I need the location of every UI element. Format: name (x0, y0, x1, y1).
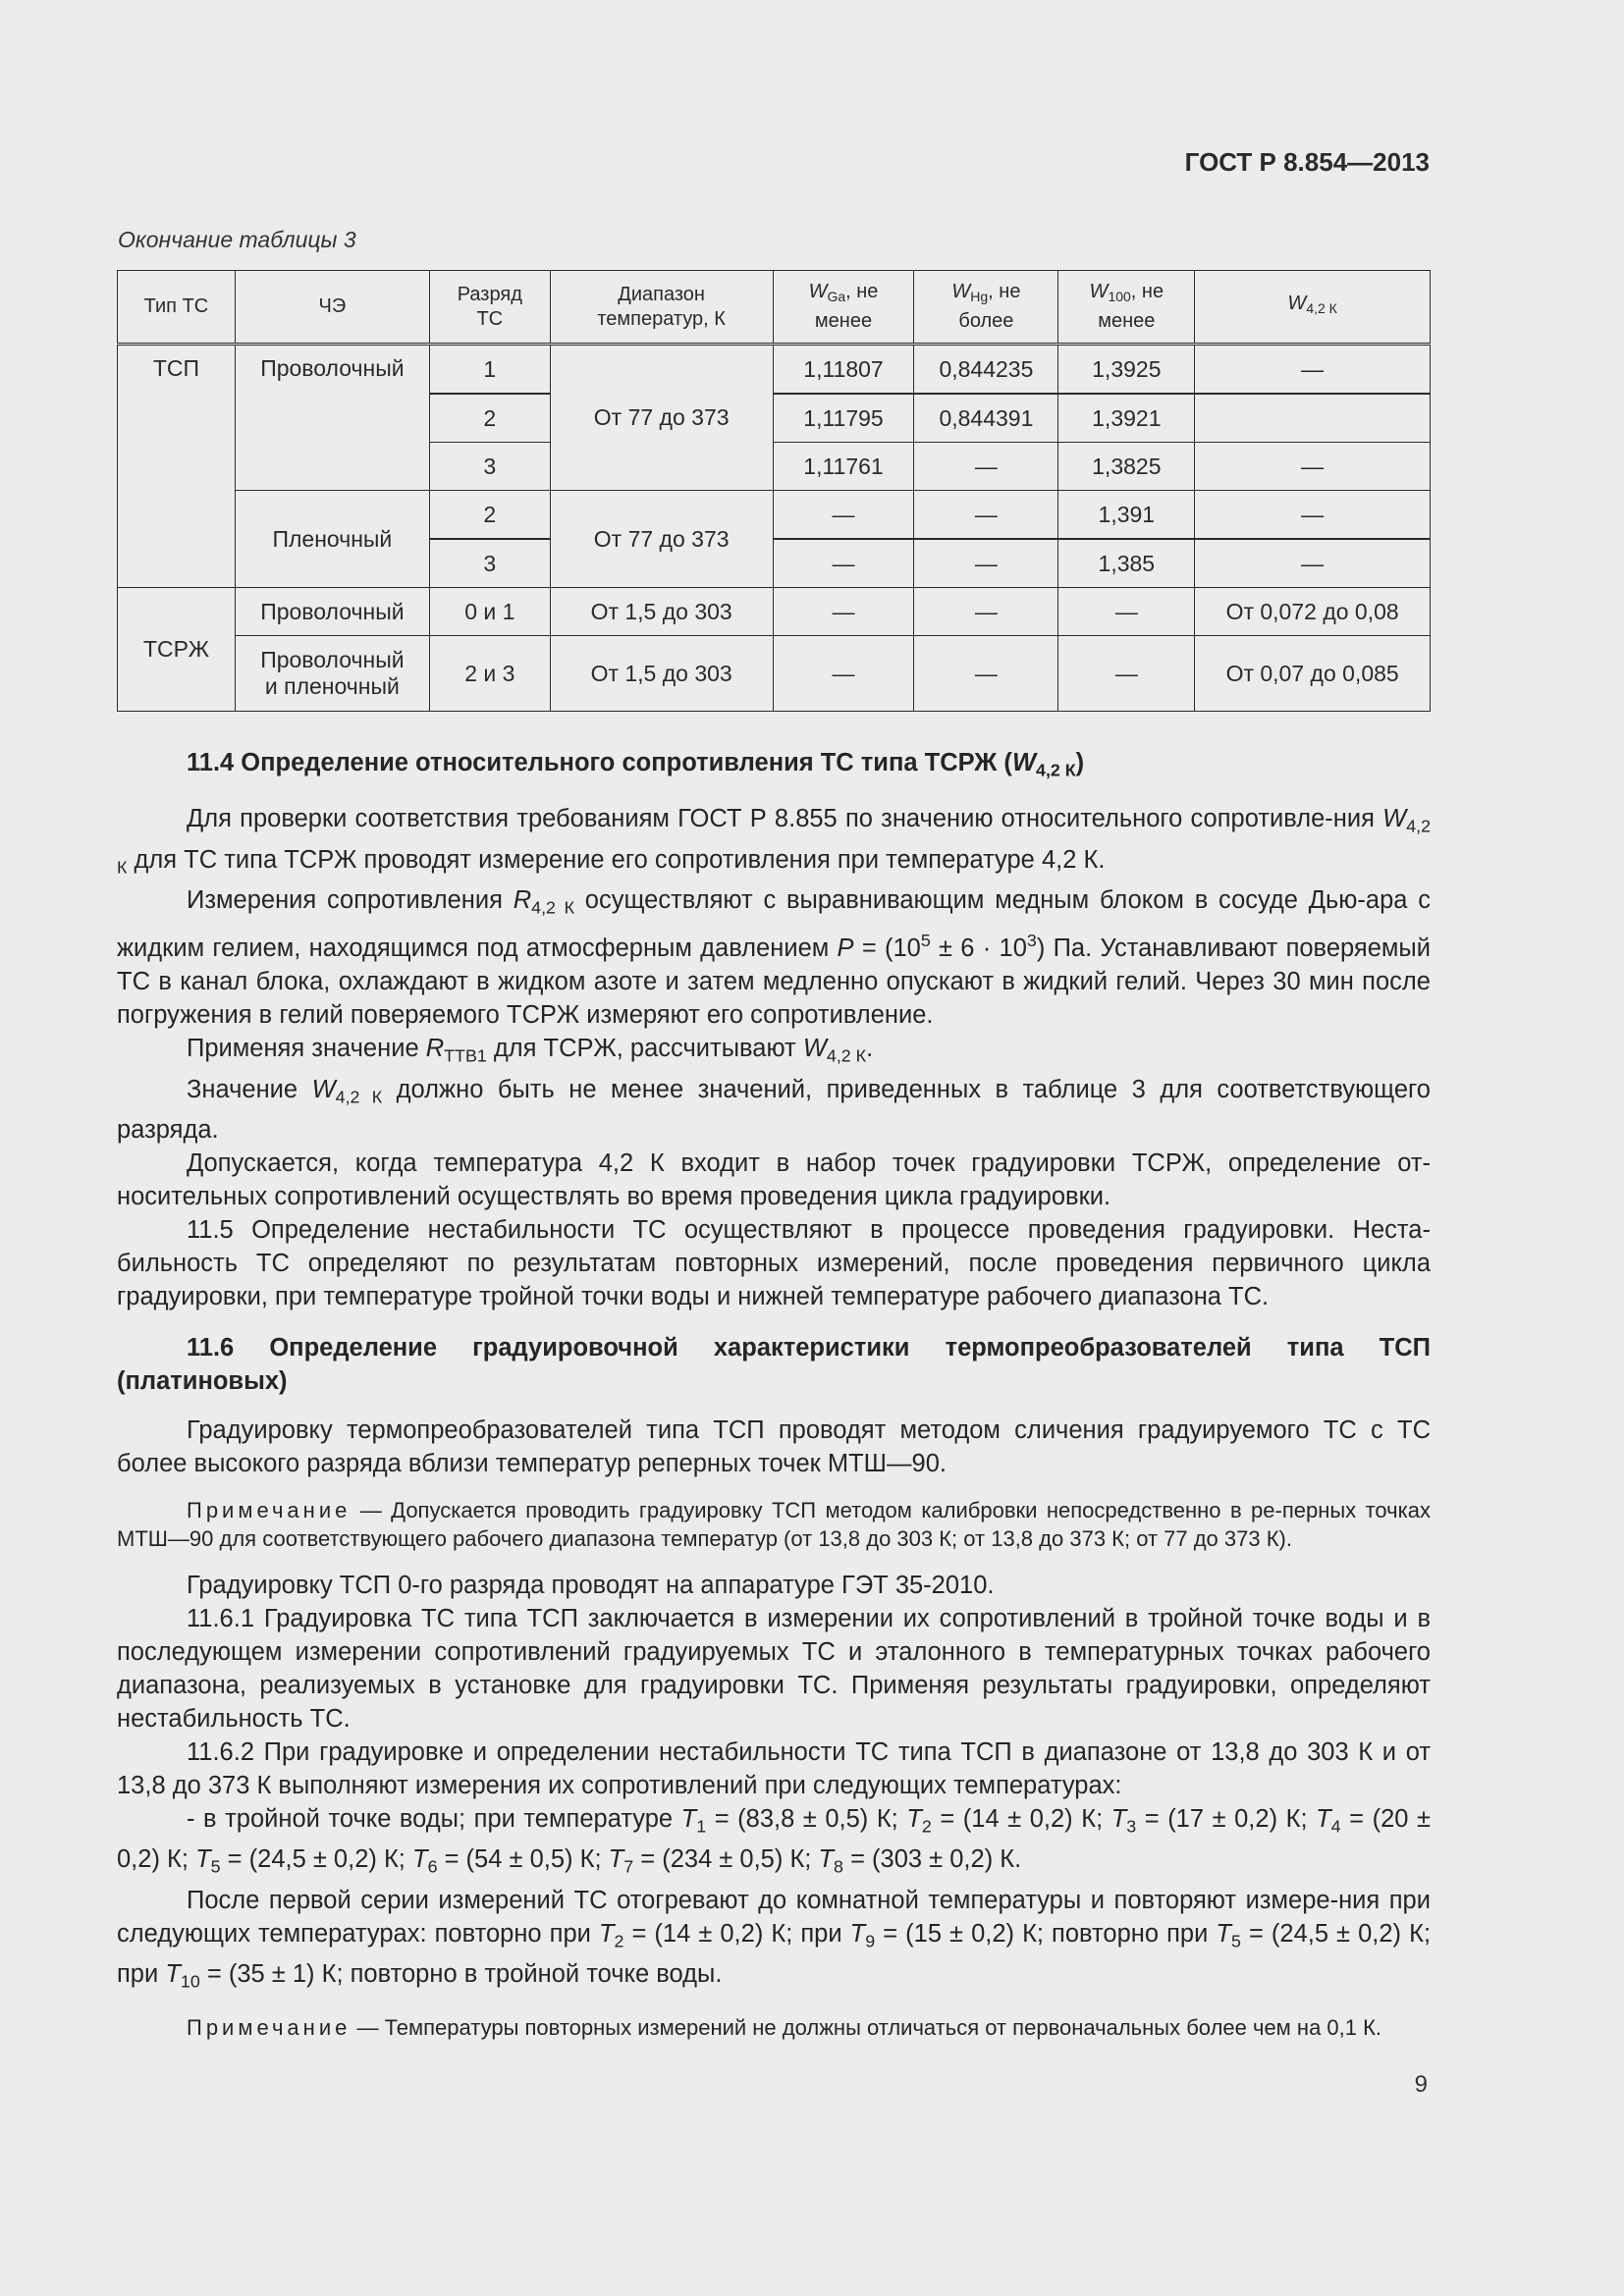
section-11-6-1: 11.6.1 Градуировка ТС типа ТСП заключается в измерении их сопротивлений в тройной точке воды и в последующем измерении сопротивлений градуируемых ТС и эталонного в температурных точках рабочего диапазона, реализуемых в установке для градуировки ТС. Применяя результаты градуировки, определяют нестабильность ТС. (117, 1604, 1431, 1733)
cell-range: От 77 до 373 (550, 491, 773, 588)
paragraph: Применяя значение $R_{ТТВ1}$ для ТСРЖ, рассчитывают $W_{4,2 К}$. (187, 1035, 874, 1066)
section-11-5: 11.5 Определение нестабильности ТС осуществляют в процессе проведения градуировки. Неста-бильность ТС определяют по результатам повторных измерений, после проведения первичного цикла градуировки, при температуре тройной точки воды и нижней температуре рабочего диапазона ТС. (117, 1215, 1431, 1310)
header-w42: $W_{4,2 К}$ (1195, 271, 1431, 345)
paragraph: Измерения сопротивления $R_{4,2 К}$ осуществляют с выравнивающим медным блоком в сосуде Дью-ара с жидким гелием, находящимся под атмосферным давлением $P = (10^5 \pm 6 \cdot 10^3)$ Па. Устанавливают поверяемый ТС в канал блока, охлаждают в жидком азоте и затем медленно опускают в жидкий гелий. Через 30 мин после погружения в гелий поверяемого ТСРЖ измеряют его сопротивление. (117, 886, 1431, 1030)
cell-whg: — (914, 636, 1058, 712)
cell-w100: 1,3825 (1058, 443, 1195, 491)
table-caption: Окончание таблицы 3 (118, 227, 356, 252)
table-header-row (118, 271, 1431, 345)
cell-w100: 1,385 (1058, 539, 1195, 588)
cell-w100: — (1058, 588, 1195, 636)
header-type: Тип ТС (118, 271, 236, 345)
table-row (118, 588, 1431, 636)
section-11-6-heading: 11.6 Определение градуировочной характеристики термопреобразователей типа ТСП (платиновых) (117, 1333, 1431, 1395)
cell-w42: — (1195, 345, 1431, 395)
cell-w100: 1,3921 (1058, 394, 1195, 443)
cell-whg: — (914, 491, 1058, 540)
paragraph: Для проверки соответствия требованиям ГОСТ Р 8.855 по значению относительного сопротивле-ния $W_{4,2 К}$ для ТС типа ТСРЖ проводят измерение его сопротивления при температуре 4,2 К. (117, 805, 1431, 878)
note: Примечание — Допускается проводить градуировку ТСП методом калибровки непосредственно в ре-перных точках МТШ—90 для соответствующего рабочего диапазона температур (от 13,8 до 303 К; от 13,8 до 373 К; от 77 до 373 К). (117, 1497, 1431, 1551)
cell-grade: 0 и 1 (429, 588, 550, 636)
document-header: ГОСТ Р 8.854—2013 (1184, 147, 1430, 177)
header-grade: Разряд ТС (429, 271, 550, 345)
cell-grade: 3 (429, 443, 550, 491)
section-11-4-heading: 11.4 Определение относительного сопротивления ТС типа ТСРЖ $(W_{4,2 К})$ (187, 749, 1085, 780)
cell-w42: — (1195, 491, 1431, 540)
table-3-continuation (117, 270, 1431, 712)
cell-w42: — (1195, 539, 1431, 588)
paragraph: После первой серии измерений ТС отогревают до комнатной температуры и повторяют измере-ния при следующих температурах: повторно при $T_2 = (14 \pm 0,2)$ К; при $T_9 = (15 \pm 0,2)$ К; повторно при $T_5 = (24,5 \pm 0,2)$ К; при $T_{10} = (35 \pm 1)$ К; повторно в тройной точке воды. (117, 1886, 1432, 1992)
cell-wga: 1,11761 (773, 443, 914, 491)
temperature-list: - в тройной точке воды; при температуре $T_1 = (83,8 \pm 0,5)$ К; $T_2 = (14 \pm 0,2)$ К; $T_3 = (17 \pm 0,2)$ К; $T_4 = (20 \pm 0,2)$ К; $T_5 = (24,5 \pm 0,2)$ К; $T_6 = (54 \pm 0,5)$ К; $T_7 = (234 \pm 0,5)$ К; $T_8 = (303 \pm 0,2)$ К. (117, 1804, 1431, 1877)
cell-whg: — (914, 539, 1058, 588)
cell-wire: Проволочный (235, 588, 429, 636)
cell-type-tsrzh: ТСРЖ (118, 588, 236, 712)
cell-w42: От 0,07 до 0,085 (1195, 636, 1431, 712)
cell-wga: — (773, 539, 914, 588)
cell-w42: — (1195, 443, 1431, 491)
cell-w42: От 0,072 до 0,08 (1195, 588, 1431, 636)
cell-wga: — (773, 636, 914, 712)
table-row (118, 491, 1431, 540)
paragraph: Градуировку термопреобразователей типа ТСП проводят методом сличения градуируемого ТС с ТС более высокого разряда вблизи температур реперных точек МТШ—90. (117, 1415, 1431, 1477)
cell-range: От 1,5 до 303 (550, 636, 773, 712)
cell-wga: — (773, 588, 914, 636)
cell-whg: 0,844391 (914, 394, 1058, 443)
body-text (117, 746, 1431, 2042)
cell-grade: 2 (429, 394, 550, 443)
cell-wga: — (773, 491, 914, 540)
cell-film: Пленочный (235, 491, 429, 588)
cell-w42 (1195, 394, 1431, 443)
page-number: 9 (1414, 2071, 1428, 2098)
cell-w100: 1,391 (1058, 491, 1195, 540)
header-wga: $W_{Ga}$, не менее (773, 271, 914, 345)
cell-wire: Проволочный (235, 345, 429, 491)
paragraph: Значение $W_{4,2 К}$ должно быть не менее значений, приведенных в таблице 3 для соответствующего разряда. (117, 1075, 1431, 1144)
cell-grade: 3 (429, 539, 550, 588)
cell-whg: — (914, 443, 1058, 491)
cell-wga: 1,11807 (773, 345, 914, 395)
cell-grade: 2 и 3 (429, 636, 550, 712)
header-w100: $W_{100}$, не менее (1058, 271, 1195, 345)
cell-w100: 1,3925 (1058, 345, 1195, 395)
section-11-6-2: 11.6.2 При градуировке и определении нестабильности ТС типа ТСП в диапазоне от 13,8 до 303 К и от 13,8 до 373 К выполняют измерения их сопротивлений при следующих температурах: (117, 1737, 1431, 1799)
header-element: ЧЭ (235, 271, 429, 345)
cell-w100: — (1058, 636, 1195, 712)
cell-grade: 1 (429, 345, 550, 395)
cell-whg: 0,844235 (914, 345, 1058, 395)
cell-whg: — (914, 588, 1058, 636)
paragraph: Градуировку ТСП 0-го разряда проводят на аппаратуре ГЭТ 35-2010. (187, 1571, 995, 1599)
header-whg: $W_{Hg}$, не более (914, 271, 1058, 345)
table-row (118, 636, 1431, 712)
cell-range: От 77 до 373 (550, 345, 773, 491)
cell-range: От 1,5 до 303 (550, 588, 773, 636)
table-row (118, 345, 1431, 395)
note: Примечание — Температуры повторных измерений не должны отличаться от первоначальных более чем на 0,1 К. (187, 2015, 1382, 2041)
paragraph: Допускается, когда температура 4,2 К входит в набор точек градуировки ТСРЖ, определение от-носительных сопротивлений осуществлять во время проведения цикла градуировки. (117, 1148, 1431, 1210)
cell-type-tsp: ТСП (118, 345, 236, 588)
cell-wire-film: Проволочный и пленочный (235, 636, 429, 712)
header-range: Диапазон температур, К (550, 271, 773, 345)
cell-wga: 1,11795 (773, 394, 914, 443)
cell-grade: 2 (429, 491, 550, 540)
